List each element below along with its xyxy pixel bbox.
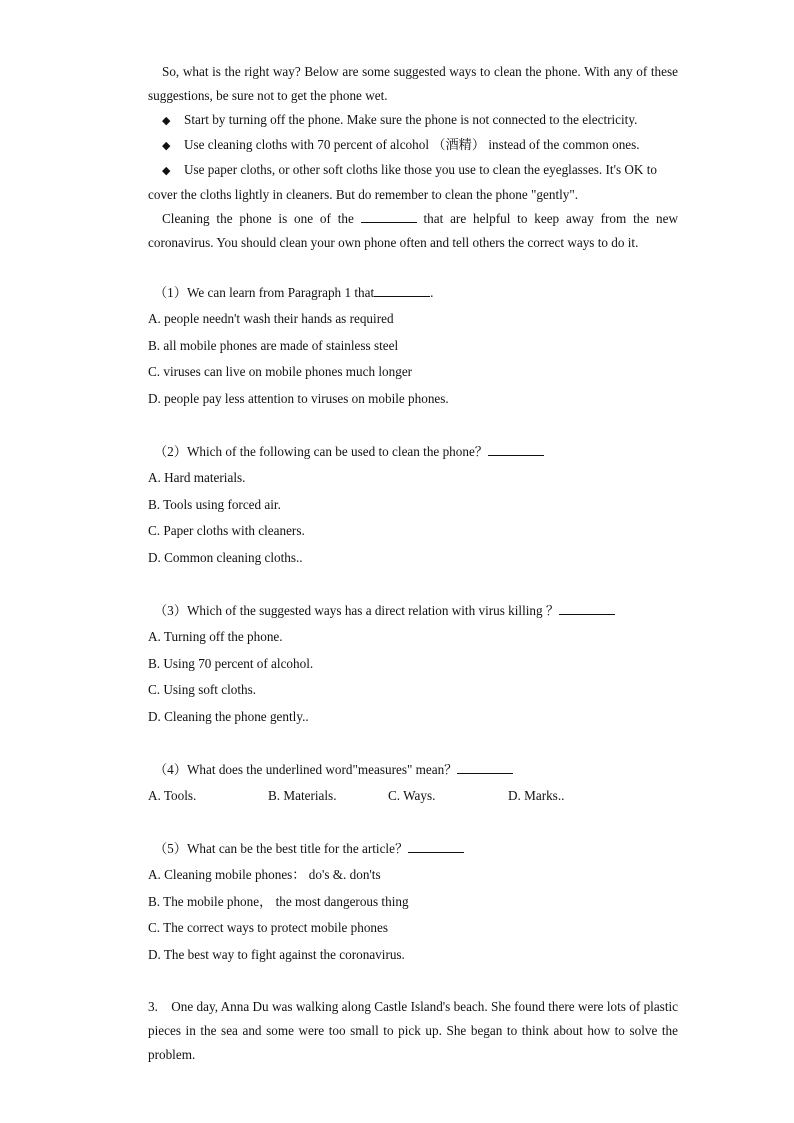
- answer-blank[interactable]: [457, 760, 513, 774]
- question-3-stem: [148, 598, 678, 624]
- question-3-label: （3）Which of the suggested ways has a direct relation with virus killing ？: [154, 603, 560, 618]
- question-4-option-a[interactable]: A. Tools.: [148, 788, 197, 803]
- question-5: [148, 836, 678, 968]
- closing-text-before: Cleaning the phone is one of the: [162, 211, 361, 226]
- question-2-option-c[interactable]: C. Paper cloths with cleaners.: [148, 523, 305, 538]
- document-page: [148, 60, 678, 1067]
- bullet-text-2: Use cleaning cloths with 70 percent of alcohol （酒精） instead of the common ones.: [184, 137, 640, 152]
- question-5-label: （5）What can be the best title for the article？: [154, 841, 409, 856]
- next-passage: [148, 995, 678, 1067]
- question-5-option-b[interactable]: B. The mobile phone， the most dangerous thing: [148, 893, 409, 909]
- question-2-option-b[interactable]: B. Tools using forced air.: [148, 496, 281, 512]
- question-3-option-b[interactable]: B. Using 70 percent of alcohol.: [148, 655, 314, 671]
- question-2: [148, 439, 678, 571]
- question-4: [148, 757, 678, 809]
- question-5-option-d[interactable]: D. The best way to fight against the coronavirus.: [148, 946, 405, 962]
- answer-blank[interactable]: [374, 283, 430, 297]
- question-1-option-d[interactable]: D. people pay less attention to viruses on mobile phones.: [148, 390, 449, 406]
- next-passage-number: 3.: [148, 999, 158, 1014]
- answer-blank[interactable]: [361, 209, 417, 223]
- question-3-option-a[interactable]: A. Turning off the phone.: [148, 629, 283, 644]
- question-4-label: （4）What does the underlined word"measures" mean？: [154, 762, 458, 777]
- question-2-label: （2）Which of the following can be used to clean the phone？: [154, 444, 488, 459]
- question-5-option-a[interactable]: A. Cleaning mobile phones： do's &. don'ts: [148, 867, 381, 882]
- closing-text-after: that are helpful to keep away from the new coronavirus. You should clean your own phone often and tell others the correct ways to do it.: [148, 211, 678, 250]
- question-1-stem: [148, 280, 678, 306]
- answer-blank[interactable]: [408, 839, 464, 853]
- diamond-bullet-icon: ◆: [162, 139, 171, 152]
- question-3-option-c[interactable]: C. Using soft cloths.: [148, 682, 257, 697]
- question-1-suffix: .: [430, 285, 434, 300]
- bullet-text-1: Start by turning off the phone. Make sure the phone is not connected to the electricity.: [184, 112, 638, 127]
- diamond-bullet-icon: ◆: [162, 114, 171, 127]
- question-2-stem: [148, 439, 678, 465]
- question-2-option-a[interactable]: A. Hard materials.: [148, 470, 246, 485]
- question-2-option-d[interactable]: D. Common cleaning cloths..: [148, 549, 303, 565]
- question-1: [148, 280, 678, 412]
- passage-intro: So, what is the right way? Below are some suggested ways to clean the phone. With any of these suggestions, be sure not to get the phone wet.: [148, 64, 678, 103]
- bullet-item-2: [148, 133, 678, 158]
- question-4-options: [148, 783, 678, 809]
- question-4-option-b[interactable]: B. Materials.: [268, 788, 337, 803]
- answer-blank[interactable]: [559, 601, 615, 615]
- next-passage-text: One day, Anna Du was walking along Castle Island's beach. She found there were lots of plastic pieces in the sea and some were too small to pick up. She began to think about how to solve the problem.: [148, 999, 679, 1062]
- question-4-stem: [148, 757, 678, 783]
- bullet-item-1: [148, 108, 678, 133]
- question-5-stem: [148, 836, 678, 862]
- question-3-option-d[interactable]: D. Cleaning the phone gently..: [148, 708, 309, 724]
- question-1-option-a[interactable]: A. people needn't wash their hands as required: [148, 311, 394, 326]
- question-1-option-b[interactable]: B. all mobile phones are made of stainless steel: [148, 337, 399, 353]
- diamond-bullet-icon: ◆: [162, 164, 171, 177]
- question-4-option-d[interactable]: D. Marks..: [508, 788, 565, 803]
- passage-closing: [148, 207, 678, 255]
- question-1-option-c[interactable]: C. viruses can live on mobile phones much longer: [148, 364, 413, 379]
- question-3: [148, 598, 678, 730]
- bullet-text-3: Use paper cloths, or other soft cloths like those you use to clean the eyeglasses. It's OK to cover the cloths lightly in cleaners. But do remember to clean the phone "gently".: [148, 162, 657, 202]
- question-5-option-c[interactable]: C. The correct ways to protect mobile phones: [148, 920, 388, 935]
- question-4-option-c[interactable]: C. Ways.: [388, 788, 436, 803]
- bullet-item-3: [148, 158, 678, 207]
- answer-blank[interactable]: [488, 442, 544, 456]
- question-1-label: （1）We can learn from Paragraph 1 that: [154, 285, 375, 300]
